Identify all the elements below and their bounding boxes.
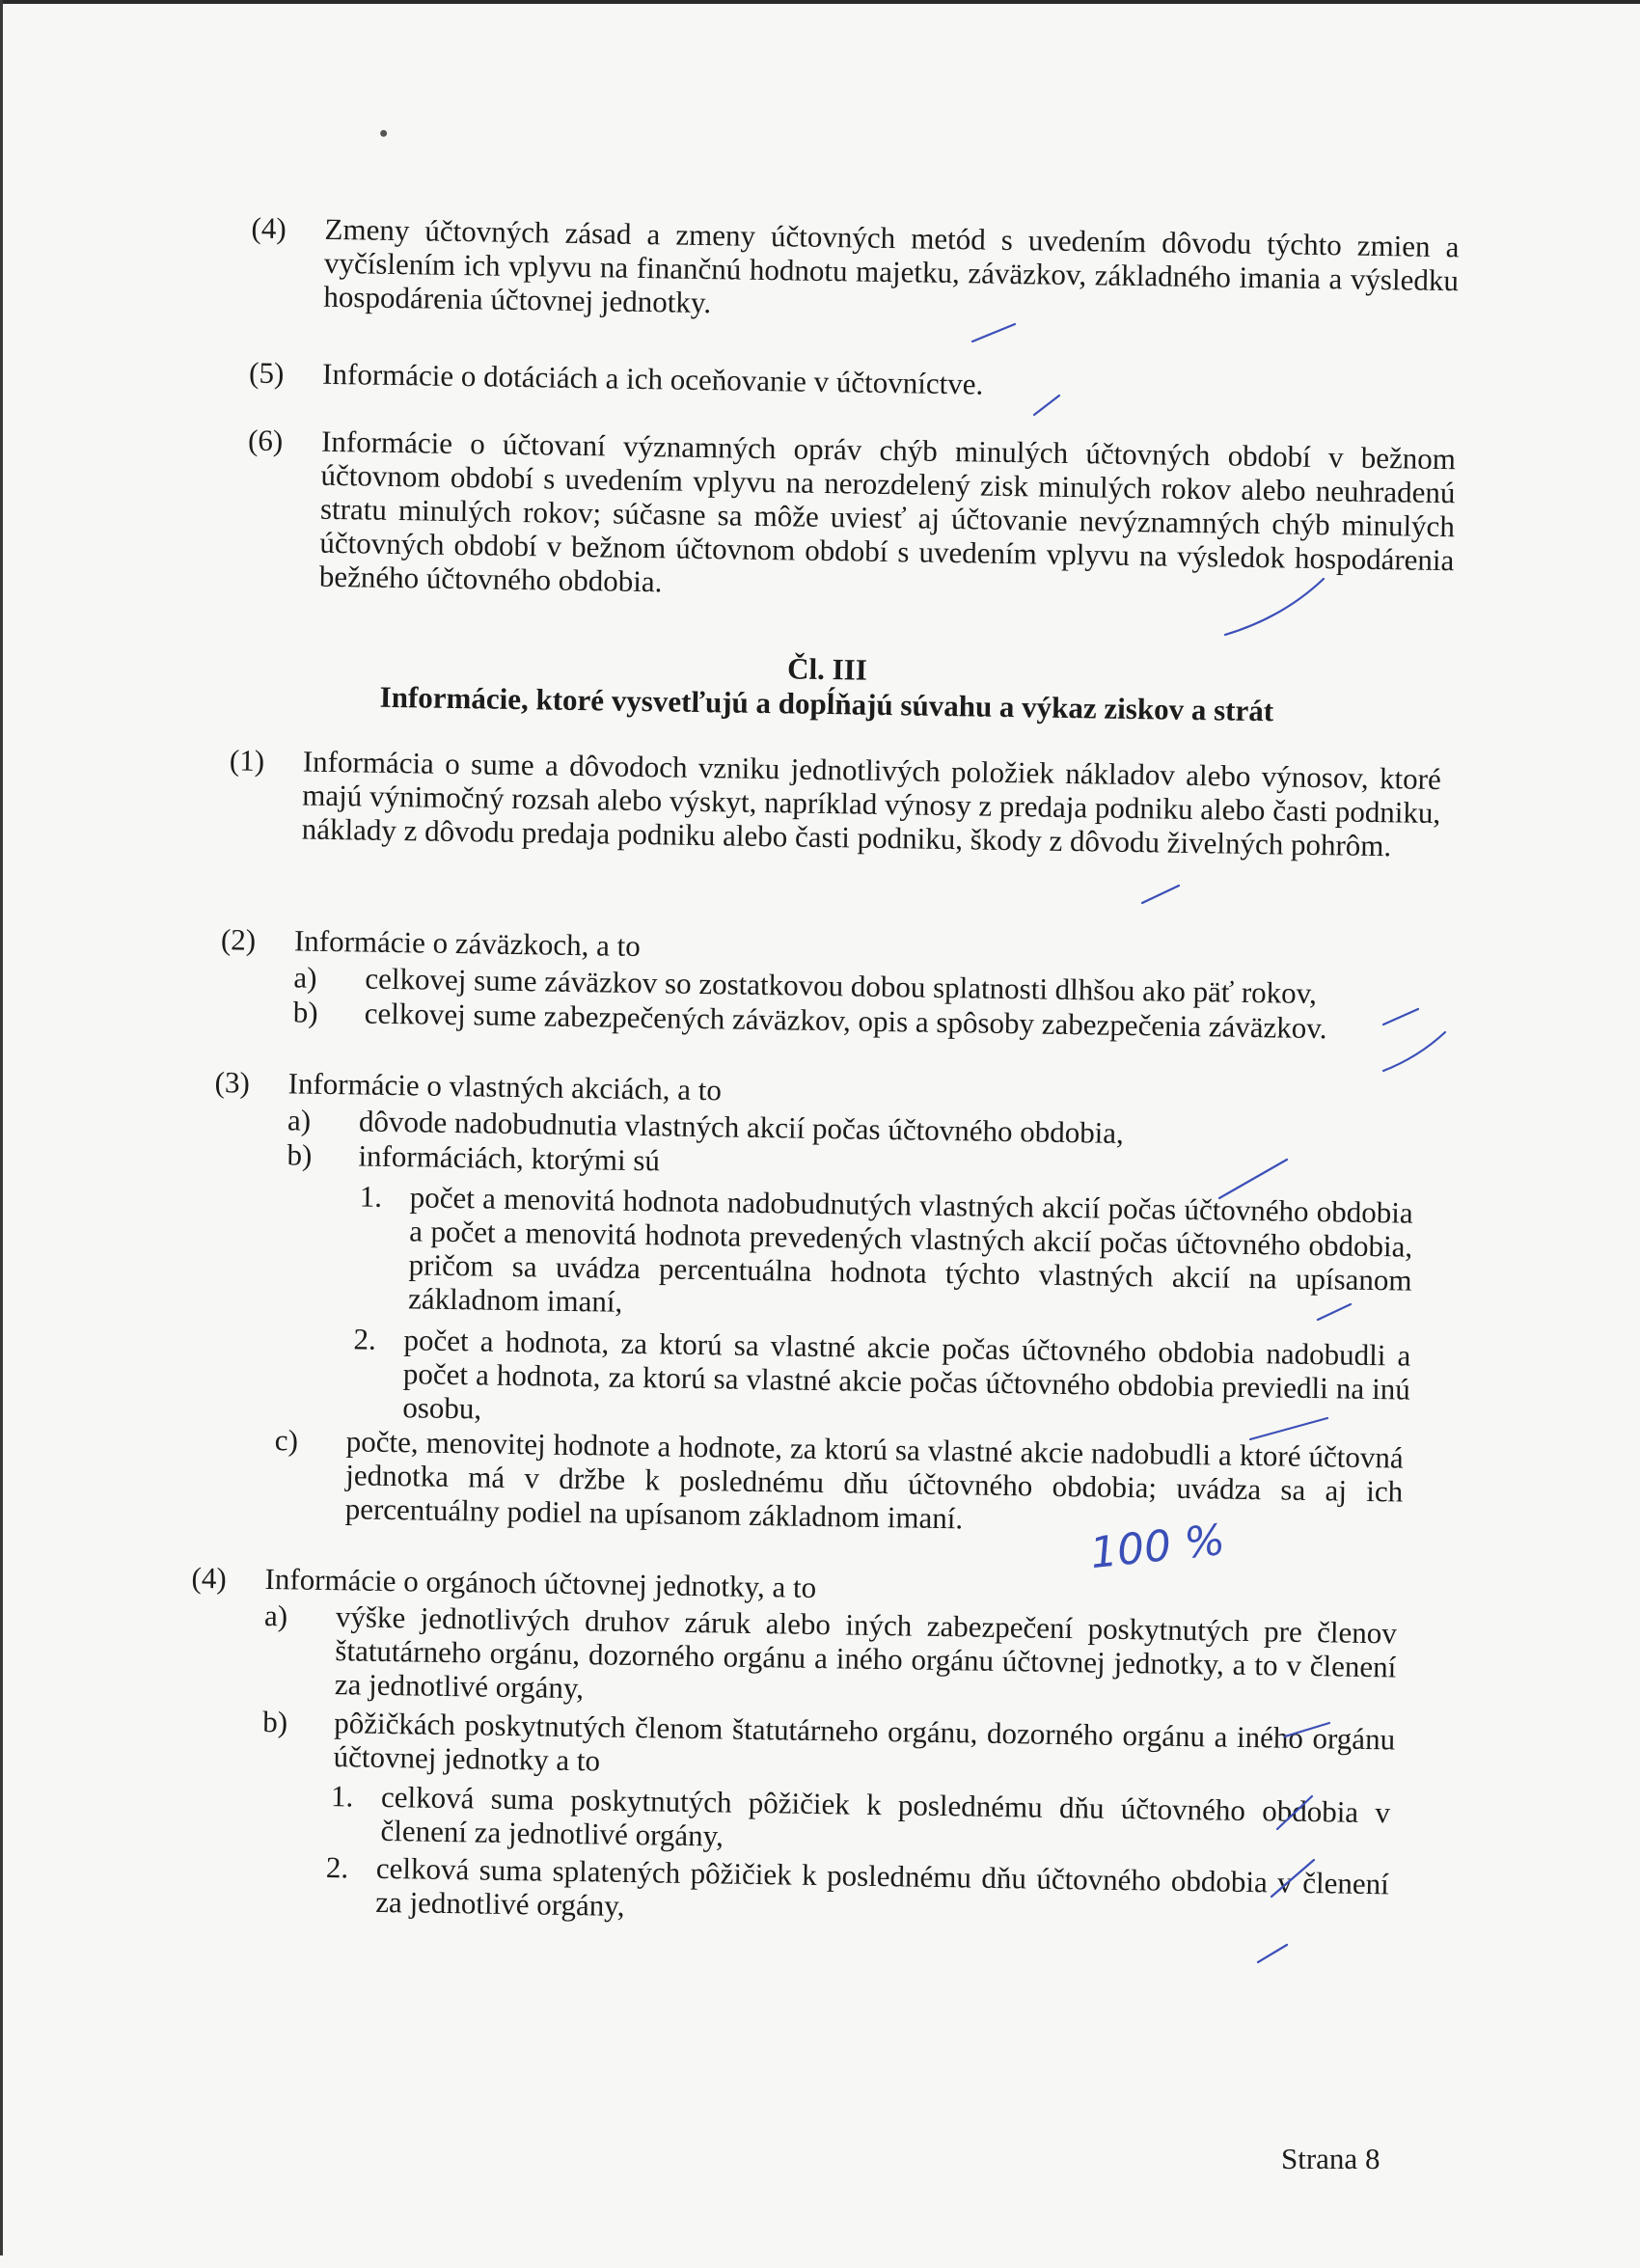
item-3b2-text: počet a hodnota, za ktorú sa vlastné akcie počas účtovného obdobia nadobudli a počet a hodnota, za ktorú sa vlastné akcie počas účtovného obdobia previedli na inú osobu,	[402, 1323, 1411, 1426]
item-4b2-text: celková suma splatených pôžičiek k poslednému dňu účtovného obdobia v členení za jednotlivé orgány,	[375, 1850, 1390, 1923]
paragraph-6-text: Informácie o účtovaní významných opráv chýb minulých účtovných období v bežnom účtovnom období s uvedením vplyvu na nerozdelený zisk minulých rokov alebo neuhradenú stratu minulých rokov; súčasne sa môže uviesť aj účtovanie nevýznamných chýb minulých účtovných období v bežnom účtovnom období s uvedením vplyvu na výsledok hospodárenia bežného účtovného obdobia.	[318, 424, 1457, 599]
article-title: Informácie, ktoré vysvetľujú a dopĺňajú súvahu a výkaz ziskov a strát	[379, 679, 1274, 728]
sub-sub-label: 2.	[325, 1850, 349, 1885]
check-mark	[1142, 886, 1179, 903]
sub-sub-label: 2.	[353, 1322, 377, 1356]
check-mark	[1225, 579, 1324, 635]
check-mark	[1277, 1796, 1312, 1829]
sub-label: a)	[293, 960, 317, 995]
check-mark	[1219, 1160, 1287, 1198]
sub-label: b)	[287, 1137, 313, 1172]
item-4b1-text: celková suma poskytnutých pôžičiek k poslednému dňu účtovného obdobia v členení za jednotlivé orgány,	[380, 1779, 1391, 1853]
page-number: Strana 8	[1281, 2142, 1380, 2175]
check-mark	[1271, 1860, 1314, 1897]
item-4a-text: výške jednotlivých druhov záruk alebo iných zabezpečení poskytnutých pre členov štatutárneho orgánu, dozorného orgánu a iného orgánu účtovnej jednotky, a to v členení za jednotlivé orgány,	[334, 1599, 1398, 1706]
item-4-text: Informácie o orgánoch účtovnej jednotky, a to	[264, 1562, 817, 1604]
sub-label: b)	[292, 995, 318, 1029]
paragraph-number: (5)	[248, 355, 285, 391]
item-3-text: Informácie o vlastných akciách, a to	[287, 1066, 723, 1107]
check-mark	[1258, 1945, 1287, 1962]
item-2a-text: celkovej sume záväzkov so zostatkovou dobou splatnosti dlhšou ako päť rokov,	[365, 961, 1318, 1011]
sub-sub-label: 1.	[359, 1179, 383, 1214]
item-4b-text: pôžičkách poskytnutých členom štatutárneho orgánu, dozorného orgánu a iného orgánu účtovnej jednotky a to	[333, 1706, 1396, 1778]
sub-label: a)	[287, 1103, 312, 1137]
item-3b1-text: počet a menovitá hodnota nadobudnutých vlastných akcií počas účtovného obdobia a počet a menovitá hodnota prevedených vlastných akcií počas účtovného obdobia, pričom sa uvádza percentuálna hodnota týchto vlastných akcií na upísanom základnom imaní,	[407, 1180, 1413, 1319]
article-label: Čl. III	[786, 651, 868, 687]
item-2-text: Informácie o záväzkoch, a to	[293, 923, 642, 964]
paragraph-4-text: Zmeny účtovných zásad a zmeny účtovných metód s uvedením dôvodu týchto zmien a vyčíslením ich vplyvu na finančnú hodnotu majetku, záväzkov, základného imania a výsledku hospodárenia účtovnej jednotky.	[323, 211, 1460, 320]
check-mark	[972, 324, 1015, 342]
item-3c-text: počte, menovitej hodnote a hodnote, za ktorú sa vlastné akcie nadobudli a ktoré účtovná jednotka má v držbe k poslednému dňu účtovného obdobia; uvádza sa aj ich percentuálny podiel na upísanom základnom imaní.	[344, 1424, 1404, 1536]
item-2b-text: celkovej sume zabezpečených záväzkov, opis a spôsoby zabezpečenia záväzkov.	[364, 996, 1327, 1046]
paragraph-5-text: Informácie o dotáciách a ich oceňovanie v účtovníctve.	[321, 356, 984, 401]
item-number: (3)	[214, 1065, 251, 1100]
paragraph-number: (4)	[251, 210, 287, 246]
sub-label: b)	[261, 1705, 288, 1739]
sub-label: c)	[274, 1423, 299, 1458]
sub-sub-label: 1.	[330, 1779, 354, 1814]
item-1-text: Informácia o sume a dôvodoch vzniku jednotlivých položiek nákladov alebo výnosov, ktoré majú výnimočný rozsah alebo výskyt, napríklad výnosy z predaja podniku alebo časti podniku, náklady z dôvodu predaja podniku alebo časti podniku, škody z dôvodu živelných pohrôm.	[301, 744, 1442, 863]
paragraph-number: (6)	[247, 423, 284, 458]
sub-label: a)	[263, 1599, 288, 1633]
check-mark	[1250, 1418, 1327, 1439]
check-mark	[1383, 1032, 1445, 1071]
item-number: (4)	[191, 1560, 228, 1596]
check-mark	[1318, 1304, 1351, 1320]
check-mark	[1034, 396, 1059, 415]
item-number: (1)	[229, 743, 265, 778]
check-mark	[1383, 1009, 1418, 1025]
item-number: (2)	[220, 922, 257, 957]
handwritten-note: 100 %	[1087, 1515, 1228, 1579]
item-3a-text: dôvode nadobudnutia vlastných akcií počas účtovného obdobia,	[358, 1104, 1125, 1150]
check-mark	[1285, 1723, 1329, 1736]
item-3b-text: informáciách, ktorými sú	[358, 1138, 661, 1178]
